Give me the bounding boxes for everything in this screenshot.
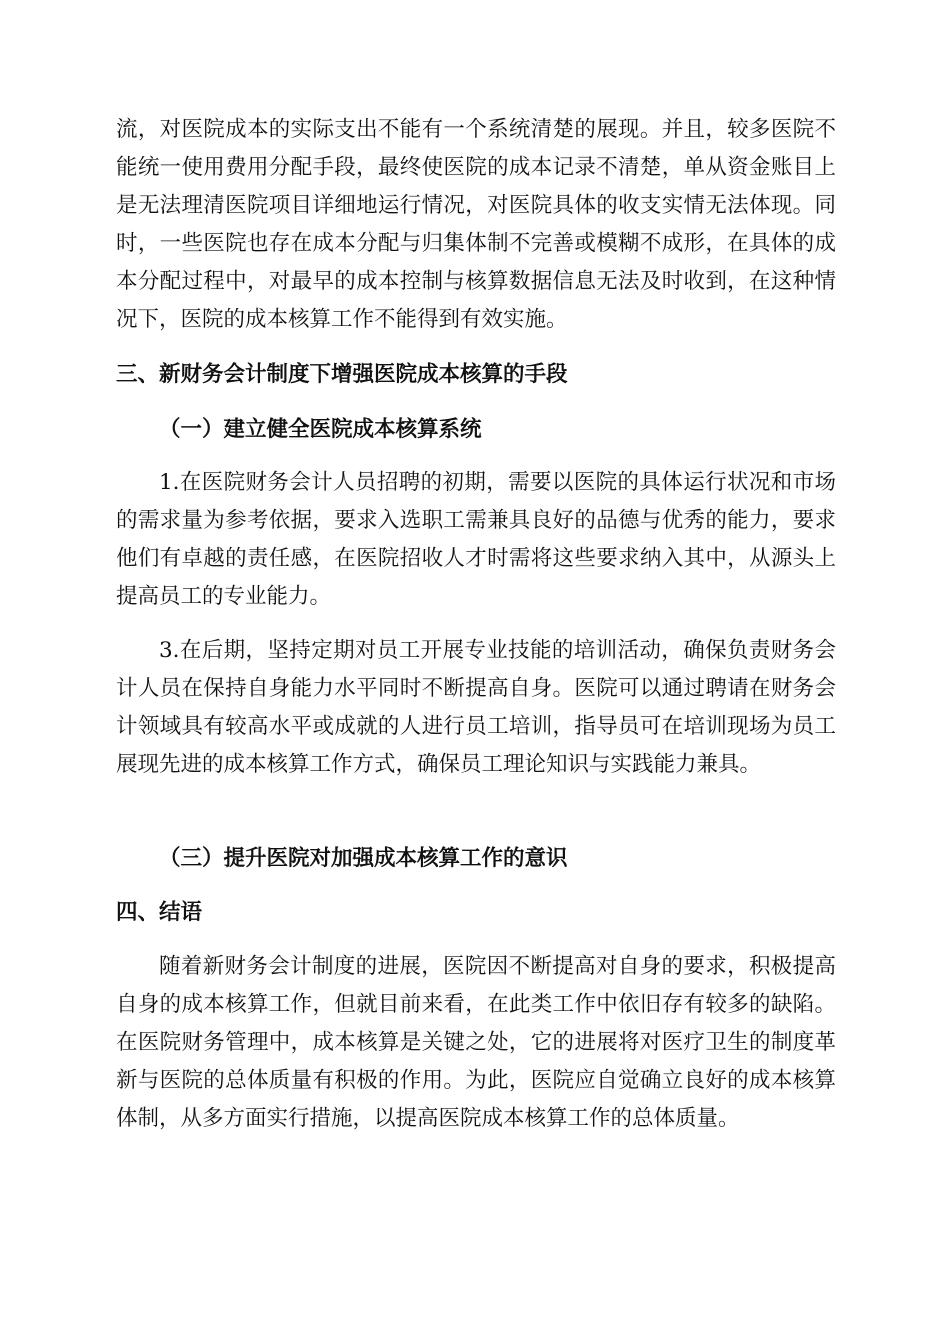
section-heading-3: 三、新财务会计制度下增强医院成本核算的手段 [116,362,568,387]
paragraph-training: 3.在后期，坚持定期对员工开展专业技能的培训活动，确保负责财务会计人员在保持自身能力水平同时不断提高自身。医院可以通过聘请在财务会计领域具有较高水平或成就的人进行员工培训，指导员可在培训现场为员工展现先进的成本核算工作方式，确保员工理论知识与实践能力兼具。 [116,638,836,777]
paragraph-recruitment: 1.在医院财务会计人员招聘的初期，需要以医院的具体运行状况和市场的需求量为参考依据，要求入选职工需兼具良好的品德与优秀的能力，要求他们有卓越的责任感，在医院招收人才时需将这些要求纳入其中，从源头上提高员工的专业能力。 [116,470,836,609]
subsection-heading-1: （一）建立健全医院成本核算系统 [159,417,482,442]
subsection-heading-3: （三）提升医院对加强成本核算工作的意识 [159,846,568,871]
section-heading-4: 四、结语 [116,900,203,925]
paragraph-conclusion: 随着新财务会计制度的进展，医院因不断提高对自身的要求，积极提高自身的成本核算工作，但就目前来看，在此类工作中依旧存有较多的缺陷。在医院财务管理中，成本核算是关键之处，它的进展将对医疗卫生的制度革新与医院的总体质量有积极的作用。为此，医院应自觉确立良好的成本核算体制，从多方面实行措施，以提高医院成本核算工作的总体质量。 [116,954,836,1131]
paragraph-cost-allocation-issues: 流，对医院成本的实际支出不能有一个系统清楚的展现。并且，较多医院不能统一使用费用分配手段，最终使医院的成本记录不清楚，单从资金账目上是无法理清医院项目详细地运行情况，对医院具体的收支实情无法体现。同时，一些医院也存在成本分配与归集体制不完善或模糊不成形，在具体的成本分配过程中，对最早的成本控制与核算数据信息无法及时收到，在这种情况下，医院的成本核算工作不能得到有效实施。 [116,117,836,332]
